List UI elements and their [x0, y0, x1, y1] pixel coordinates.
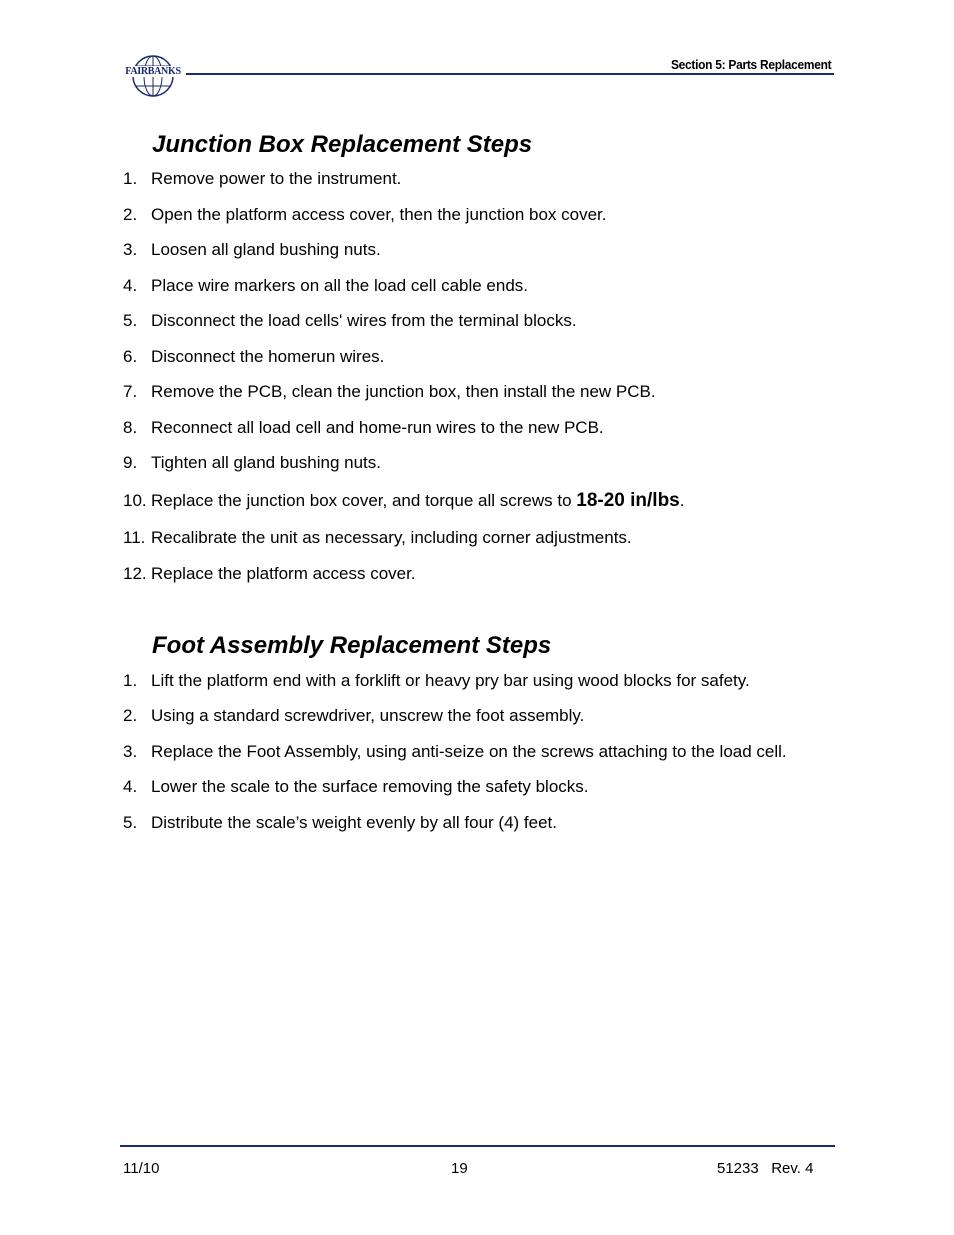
- list-item: [123, 276, 528, 296]
- list-item: [123, 491, 684, 511]
- step-number: 9.: [123, 453, 138, 472]
- logo-wordmark: FAIRBANKS: [120, 66, 186, 77]
- list-item: [123, 205, 606, 225]
- list-item: [123, 311, 577, 331]
- step-text: [151, 240, 381, 260]
- step-number: 12.: [123, 564, 147, 583]
- step-text: [151, 311, 577, 331]
- step-text: [151, 564, 416, 584]
- step-number: 1.: [123, 169, 138, 188]
- list-item: [123, 418, 604, 438]
- page-number: 19: [451, 1160, 468, 1177]
- step-text-main: Replace the platform access cover.: [151, 564, 416, 583]
- section-title: Section 5: Parts Replacement: [670, 57, 831, 72]
- step-number: 5.: [123, 311, 138, 330]
- step-text: [151, 813, 557, 833]
- list-item: [123, 813, 557, 833]
- step-text-main: Replace the junction box cover, and torque all screws to: [151, 491, 577, 510]
- step-number: 10.: [123, 491, 147, 510]
- step-text: [151, 528, 632, 548]
- list-item: [123, 742, 787, 762]
- step-text-main: Lift the platform end with a forklift or heavy pry bar using wood blocks for safety.: [151, 671, 750, 690]
- list-item: [123, 382, 656, 402]
- step-number: 1.: [123, 671, 138, 690]
- step-text-main: Disconnect the homerun wires.: [151, 347, 385, 366]
- step-number: 8.: [123, 418, 138, 437]
- list-item: [123, 564, 416, 584]
- list-item: [123, 347, 384, 367]
- step-text: [151, 706, 584, 726]
- step-text: [151, 777, 589, 797]
- step-text-main: Open the platform access cover, then the junction box cover.: [151, 205, 607, 224]
- list-item: [123, 777, 589, 797]
- step-number: 5.: [123, 813, 138, 832]
- step-text: [151, 205, 606, 225]
- header-rule: [186, 73, 834, 75]
- step-text: [151, 453, 381, 473]
- step-number: 6.: [123, 347, 138, 366]
- step-text-main: Place wire markers on all the load cell cable ends.: [151, 276, 529, 295]
- step-number: 2.: [123, 706, 138, 725]
- document-number: 51233 Rev. 4: [717, 1160, 814, 1177]
- footer-date: 11/10: [123, 1160, 160, 1177]
- step-text-main: Lower the scale to the surface removing the safety blocks.: [151, 777, 589, 796]
- step-number: 3.: [123, 240, 138, 259]
- step-text-main: Disconnect the load cells' wires from the terminal blocks.: [151, 311, 577, 330]
- footer-rule: [120, 1145, 835, 1147]
- step-text-main: Remove the PCB, clean the junction box, then install the new PCB.: [151, 382, 656, 401]
- list-item: [123, 453, 381, 473]
- step-number: 2.: [123, 205, 138, 224]
- step-number: 3.: [123, 742, 138, 761]
- list-item: [123, 671, 750, 691]
- step-text-main: Using a standard screwdriver, unscrew the foot assembly.: [151, 706, 585, 725]
- list-item: [123, 528, 632, 548]
- step-text-main: Reconnect all load cell and home-run wires to the new PCB.: [151, 418, 604, 437]
- step-text: [151, 169, 401, 189]
- step-text-main: Distribute the scale’s weight evenly by all four (4) feet.: [151, 813, 557, 832]
- step-text-suffix: .: [679, 491, 685, 510]
- step-number: 4.: [123, 777, 138, 796]
- step-number: 11.: [123, 528, 146, 547]
- list-item: [123, 169, 401, 189]
- step-text: [151, 742, 787, 762]
- step-text: [151, 276, 528, 296]
- step-text: [151, 347, 384, 367]
- step-text-main: Recalibrate the unit as necessary, including corner adjustments.: [151, 528, 632, 547]
- junction-heading: Junction Box Replacement Steps: [152, 131, 533, 158]
- step-text-main: Tighten all gland bushing nuts.: [151, 453, 381, 472]
- fairbanks-logo: [120, 52, 190, 100]
- step-text-main: Replace the Foot Assembly, using anti-seize on the screws attaching to the load cell.: [151, 742, 787, 761]
- step-text: [151, 491, 684, 511]
- step-text-main: Loosen all gland bushing nuts.: [151, 240, 381, 259]
- torque-value: 18-20 in/lbs: [576, 490, 680, 511]
- step-number: 7.: [123, 382, 138, 401]
- list-item: [123, 706, 584, 726]
- step-text: [151, 671, 750, 691]
- step-text: [151, 382, 656, 402]
- foot-heading: Foot Assembly Replacement Steps: [152, 632, 552, 659]
- step-text: [151, 418, 604, 438]
- step-number: 4.: [123, 276, 138, 295]
- step-text-main: Remove power to the instrument.: [151, 169, 402, 188]
- list-item: [123, 240, 381, 260]
